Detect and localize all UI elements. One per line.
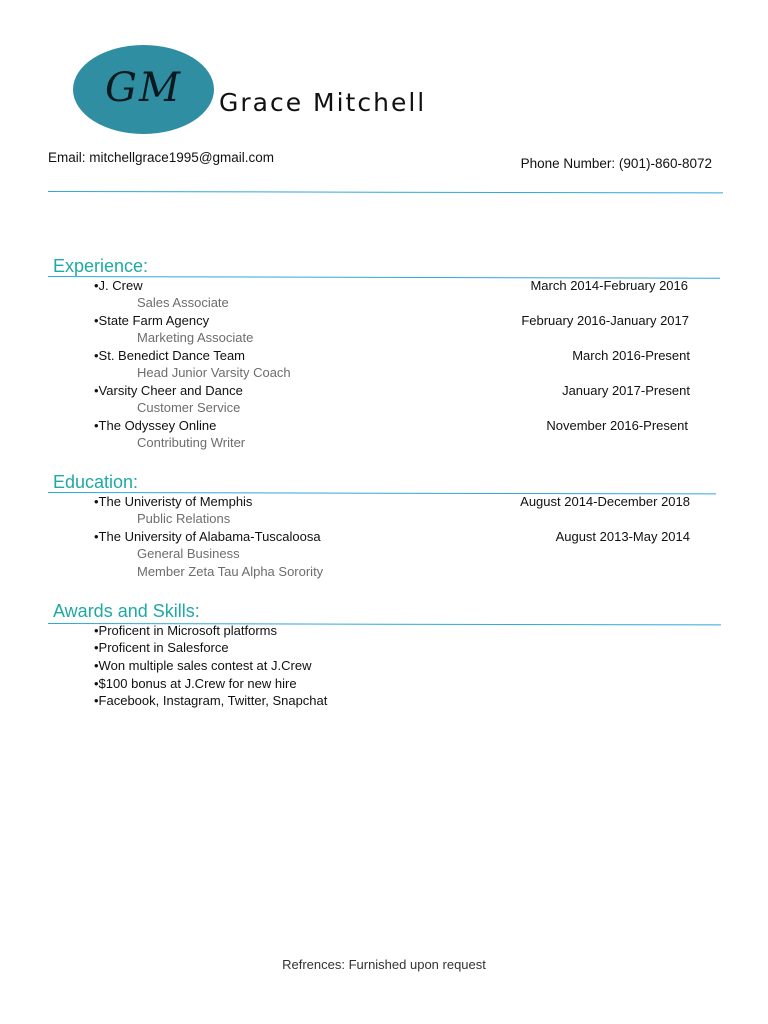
- experience-role-4: Customer Service: [137, 400, 241, 415]
- experience-role-3: Head Junior Varsity Coach: [137, 365, 291, 380]
- experience-org-4: •Varsity Cheer and Dance: [94, 383, 243, 398]
- education-school-2: •The University of Alabama-Tuscaloosa: [94, 529, 321, 544]
- email-line: Email: mitchellgrace1995@gmail.com: [48, 150, 275, 165]
- education-detail-2-1: General Business: [137, 546, 240, 561]
- award-item-4: •$100 bonus at J.Crew for new hire: [94, 676, 297, 691]
- experience-dates-2: February 2016-January 2017: [521, 313, 689, 328]
- experience-role-5: Contributing Writer: [137, 435, 246, 450]
- education-dates-1: August 2014-December 2018: [520, 494, 690, 509]
- resume-name: Grace Mitchell: [219, 88, 427, 117]
- experience-dates-3: March 2016-Present: [572, 348, 690, 363]
- education-detail-1-1: Public Relations: [137, 511, 231, 526]
- experience-dates-5: November 2016-Present: [546, 418, 688, 433]
- awards-heading: Awards and Skills:: [53, 601, 200, 621]
- monogram-logo: [73, 45, 214, 134]
- award-item-1: •Proficent in Microsoft platforms: [94, 623, 277, 638]
- education-detail-2-2: Member Zeta Tau Alpha Sorority: [137, 564, 324, 579]
- logo-initials: GM: [105, 64, 182, 111]
- experience-heading: Experience:: [53, 256, 149, 276]
- experience-dates-4: January 2017-Present: [562, 383, 690, 398]
- award-item-2: •Proficent in Salesforce: [94, 640, 229, 655]
- header-divider: [48, 191, 723, 193]
- experience-org-5: •The Odyssey Online: [94, 418, 217, 433]
- experience-dates-1: March 2014-February 2016: [530, 278, 688, 293]
- experience-org-1: •J. Crew: [94, 278, 143, 293]
- education-dates-2: August 2013-May 2014: [555, 529, 690, 544]
- experience-org-3: •St. Benedict Dance Team: [94, 348, 246, 363]
- phone-line: Phone Number: (901)-860-8072: [520, 156, 712, 171]
- experience-role-1: Sales Associate: [137, 295, 229, 310]
- education-heading: Education:: [53, 472, 139, 492]
- award-item-3: •Won multiple sales contest at J.Crew: [94, 658, 312, 673]
- education-school-1: •The Univeristy of Memphis: [94, 494, 253, 509]
- award-item-5: •Facebook, Instagram, Twitter, Snapchat: [94, 693, 328, 708]
- experience-role-2: Marketing Associate: [137, 330, 254, 345]
- experience-org-2: •State Farm Agency: [94, 313, 210, 328]
- references-note: Refrences: Furnished upon request: [282, 957, 486, 972]
